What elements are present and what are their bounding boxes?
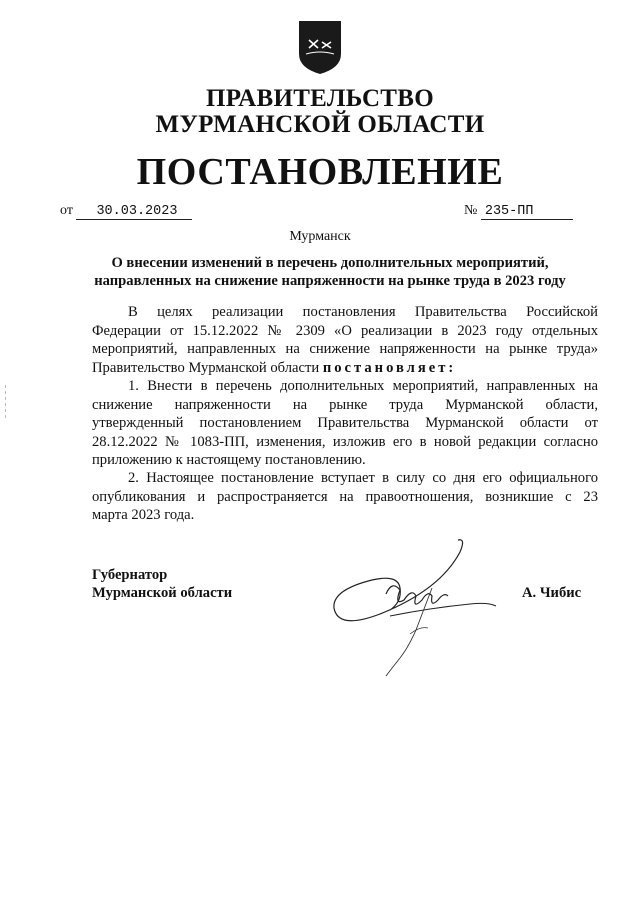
preamble-line2: Федерации от 15.12.2022 № 2309 «О реализации в 2023 году отдельных <box>92 322 598 339</box>
subject-line2: направленных на снижение напряженности на рынке труда в 2023 году <box>94 273 566 289</box>
decree-word: постановляет: <box>322 359 457 376</box>
government-title-line2: МУРМАНСКОЙ ОБЛАСТИ <box>155 111 485 138</box>
signatory-position <box>92 566 232 602</box>
item1-line5: приложению к настоящему постановлению. <box>92 452 366 468</box>
coat-of-arms-icon <box>296 18 344 76</box>
signatory-position-line1: Губернатор <box>92 567 168 583</box>
date-value: 30.03.2023 <box>76 204 192 220</box>
item1-line2: снижение напряженности на рынке труда Мурманской области, <box>92 396 598 413</box>
item2-line2: опубликования и распространяется на правоотношения, возникшие с 23 <box>92 488 598 505</box>
preamble-line3: мероприятий, направленных на снижение напряженности на рынке труда» <box>92 341 598 357</box>
number-prefix: № <box>464 203 478 218</box>
document-subject <box>60 254 600 290</box>
number-value: 235-ПП <box>481 204 573 220</box>
paragraph-preamble <box>92 303 598 377</box>
handwritten-signature-icon <box>320 530 520 690</box>
scan-margin-mark <box>4 385 7 421</box>
preamble-line1: В целях реализации постановления Правительства Российской <box>128 304 598 320</box>
item2-line1: 2. Настоящее постановление вступает в силу со дня его официального <box>128 470 598 486</box>
subject-line1: О внесении изменений в перечень дополнительных мероприятий, <box>111 255 549 271</box>
government-title-line1: ПРАВИТЕЛЬСТВО <box>206 85 434 112</box>
document-type-title: ПОСТАНОВЛЕНИЕ <box>136 151 504 193</box>
number-field <box>464 202 573 220</box>
item1-line4: 28.12.2022 № 1083-ПП, изменения, изложив его в новой редакции согласно <box>92 433 598 450</box>
city-label: Мурманск <box>289 229 351 244</box>
date-field <box>60 202 192 220</box>
date-prefix: от <box>60 203 73 218</box>
signatory-name: А. Чибис <box>522 585 582 601</box>
item2-line3: марта 2023 года. <box>92 507 195 523</box>
signatory-position-line2: Мурманской области <box>92 585 233 601</box>
paragraph-item-1 <box>92 377 598 470</box>
paragraph-item-2 <box>92 469 598 525</box>
preamble-line4-text: Правительство Мурманской области <box>92 359 323 376</box>
item1-line3: утвержденный постановлением Правительства Мурманской области от <box>92 415 598 431</box>
preamble-line4 <box>92 359 598 378</box>
item1-line1: 1. Внести в перечень дополнительных мероприятий, направленных на <box>128 378 598 394</box>
